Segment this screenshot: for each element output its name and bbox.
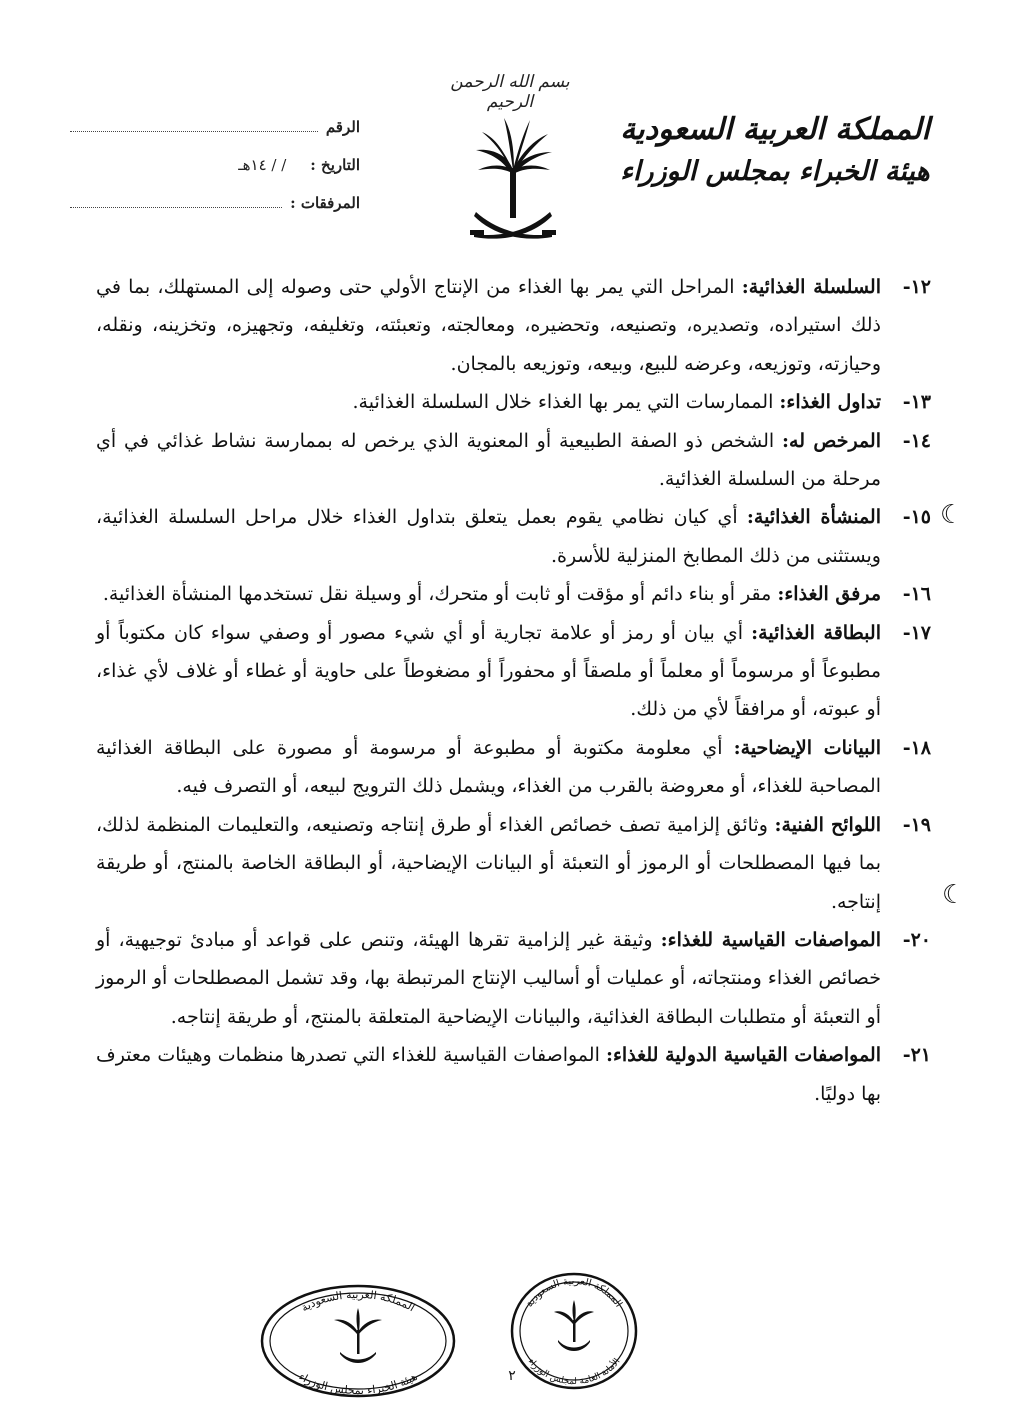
authority-name: هيئة الخبراء بمجلس الوزراء: [620, 156, 930, 187]
definition-term: المواصفات القياسية للغذاء:: [660, 928, 881, 951]
definition-text: المواصفات القياسية للغذاء التي تصدرها منظمات وهيئات معترف بها دوليًا.: [96, 1044, 881, 1105]
definition-number: ١٨-: [902, 736, 931, 759]
definition-number: ١٧-: [902, 621, 931, 644]
definition-text: وثائق إلزامية تصف خصائص الغذاء أو طرق إنتاجه وتصنيعه، والتعليمات المنظمة لذلك، بما فيها المصطلحات أو الرموز أو التعبئة أو البيانات الإيضاحية، أو البطاقة الخاصة بالمنتج، أو طريقة إنتاجه.: [96, 813, 881, 913]
definition-text: أي كيان نظامي يقوم بعمل يتعلق بتداول الغذاء خلال مراحل السلسلة الغذائية، ويستثنى من ذلك المطابخ المنزلية للأسرة.: [96, 506, 881, 567]
definition-text: الشخص ذو الصفة الطبيعية أو المعنوية الذي يرخص له بممارسة نشاط غذائي في أي مرحلة من السلسلة الغذائية.: [96, 429, 881, 491]
definition-item: [96, 422, 931, 499]
definition-item: [96, 729, 931, 806]
definition-term: مرفق الغذاء:: [777, 583, 881, 606]
page-number: ٢: [508, 1368, 516, 1384]
attachments-row: [70, 194, 360, 232]
seal-top-text: المملكة العربية السعودية: [298, 1287, 418, 1315]
margin-crescent-icon: ☾: [940, 500, 964, 530]
definition-term: تداول الغذاء:: [779, 391, 881, 414]
definition-item: [96, 1036, 931, 1113]
definition-item: [96, 921, 931, 1036]
definition-number: ١٤-: [902, 429, 931, 452]
definition-term: المرخص له:: [782, 429, 881, 452]
definition-number: ١٦-: [902, 583, 931, 606]
definition-text: المراحل التي يمر بها الغذاء من الإنتاج الأولي حتى وصوله إلى المستهلك، بما في ذلك استيراده، وتصديره، وتصنيعه، وتحضيره، ومعالجته، وتعبئته، وتغليفه، وتجهيزه، وتخزينه، ونقله، وحيازته، وتوزيعه، وعرضه للبيع، وبيعه، وتوزيعه بالمجان.: [96, 276, 881, 375]
definition-item: [96, 268, 931, 383]
definition-text: أي بيان أو رمز أو علامة تجارية أو أي شيء مصور أو وصفي سواء كان مكتوباً أو مطبوعاً أو مرسوماً أو معلماً أو ملصقاً أو محفوراً أو مضغوطاً على حاوية أو غطاء أو غلاف لأي غذاء، أو عبوته، أو مرافقاً لأي من ذلك.: [96, 621, 881, 721]
definition-number: ١٩-: [902, 813, 931, 836]
definition-number: ٢١-: [902, 1044, 931, 1067]
reference-block: [70, 118, 360, 232]
date-row: [70, 156, 360, 194]
definition-number: ٢٠-: [902, 928, 931, 951]
basmala: بسم الله الرحمن الرحيم: [450, 72, 570, 112]
seal-bottom-text: الأمانة العامة لمجلس الوزراء: [525, 1356, 623, 1388]
definition-number: ١٣-: [902, 391, 931, 414]
definition-item: [96, 575, 931, 613]
date-label: التاريخ :: [310, 156, 360, 174]
definition-term: اللوائح الفنية:: [774, 813, 882, 836]
definitions-list: [96, 268, 931, 1113]
definition-text: الممارسات التي يمر بها الغذاء خلال السلسلة الغذائية.: [352, 391, 774, 414]
margin-crescent-icon: ☾: [942, 880, 966, 910]
definition-text: وثيقة غير إلزامية تقرها الهيئة، وتنص على قواعد أو مبادئ توجيهية، أو خصائص الغذاء ومنتجاته، أو عمليات أو أساليب الإنتاج المرتبطة بها، وقد تشمل المصطلحات أو الرموز أو التعبئة أو متطلبات البطاقة الغذائية، والبيانات الإيضاحية المتعلقة بالمنتج، أو طريقة إنتاجه.: [96, 928, 881, 1028]
authority-seal-stamp: [258, 1282, 458, 1400]
organization-header: [610, 108, 940, 192]
definition-item: [96, 498, 931, 575]
ref-number-label: الرقم: [325, 118, 360, 136]
ref-number-row: [70, 118, 360, 156]
definition-item: [96, 614, 931, 729]
ref-number-line: [70, 119, 318, 132]
definition-term: البيانات الإيضاحية:: [733, 736, 881, 759]
svg-text:هيئة الخبراء بمجلس الوزراء: [296, 1370, 419, 1397]
definition-number: ١٢-: [902, 276, 931, 298]
definition-item: [96, 383, 931, 421]
definition-term: المنشأة الغذائية:: [746, 506, 881, 529]
kingdom-name: المملكة العربية السعودية: [620, 112, 930, 147]
svg-text:الأمانة العامة لمجلس الوزراء: [525, 1357, 622, 1387]
palm-swords-emblem-icon: [468, 108, 558, 258]
definition-text: أي معلومة مكتوبة أو مطبوعة أو مرسومة أو مصورة على البطاقة الغذائية المصاحبة للغذاء، أو معروضة بالقرب من الغذاء، ويشمل ذلك الترويج لبيعه، أو التصرف فيه.: [96, 736, 881, 798]
secretariat-seal-stamp: [508, 1270, 640, 1392]
definition-item: [96, 806, 931, 921]
definition-text: مقر أو بناء دائم أو مؤقت أو ثابت أو متحرك، أو وسيلة نقل تستخدمها المنشأة الغذائية.: [102, 583, 772, 606]
definition-term: المواصفات القياسية الدولية للغذاء:: [605, 1044, 881, 1067]
attachments-line: [70, 195, 282, 208]
seal-top-text: المملكة العربية السعودية: [524, 1275, 624, 1310]
definition-term: السلسلة الغذائية:: [741, 276, 881, 298]
seal-bottom-text: هيئة الخبراء بمجلس الوزراء: [296, 1369, 420, 1398]
attachments-label: المرفقات :: [290, 194, 360, 212]
definition-number: ١٥-: [902, 506, 931, 529]
date-value: / / ١٤هـ: [238, 156, 287, 174]
definition-term: البطاقة الغذائية:: [751, 621, 881, 644]
